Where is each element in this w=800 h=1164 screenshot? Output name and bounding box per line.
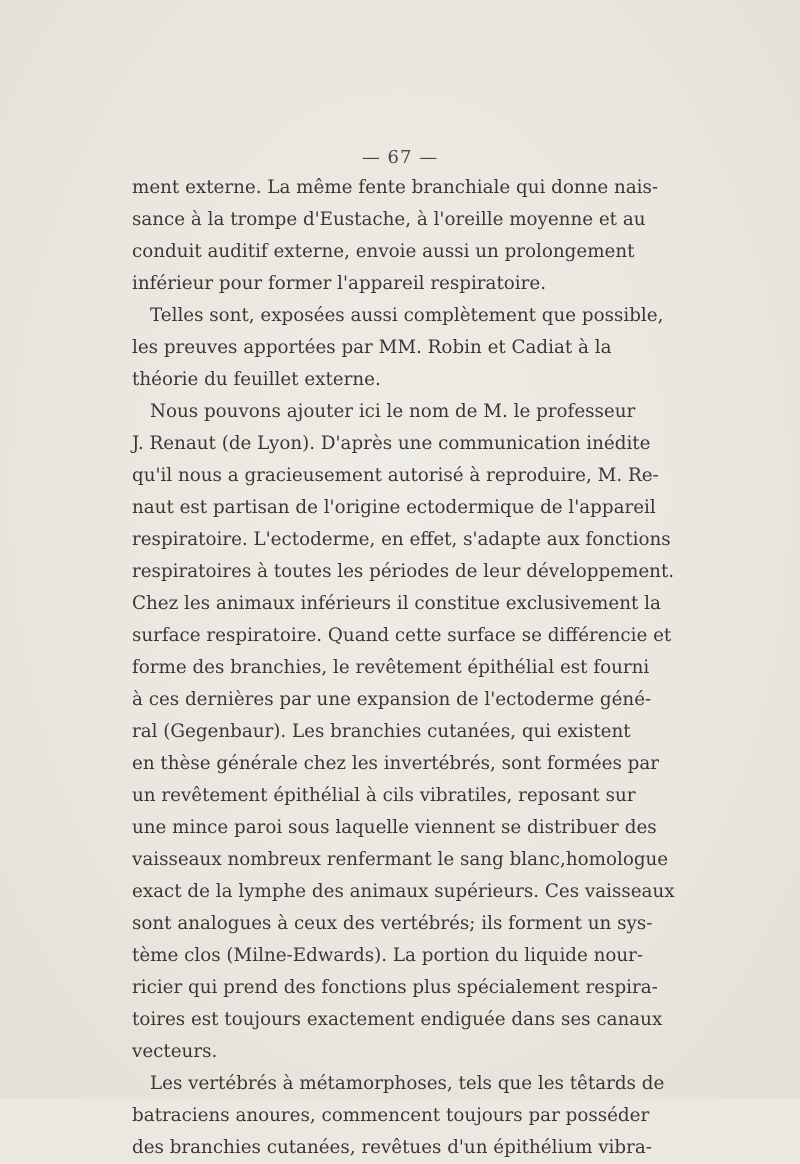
text-line: toires est toujours exactement endiguée dans ses canaux — [132, 1009, 663, 1030]
text-line: tème clos (Milne-Edwards). La portion du liquide nour- — [132, 945, 644, 966]
text-line: conduit auditif externe, envoie aussi un prolongement — [132, 241, 635, 262]
text-line: respiratoire. L'ectoderme, en effet, s'adapte aux fonctions — [132, 529, 671, 550]
text-line: en thèse générale chez les invertébrés, sont formées par — [132, 753, 659, 774]
text-line: les preuves apportées par MM. Robin et Cadiat à la — [132, 337, 612, 358]
text-line: vecteurs. — [132, 1041, 218, 1062]
text-line: batraciens anoures, commencent toujours par posséder — [132, 1105, 650, 1126]
text-line: respiratoires à toutes les périodes de leur développement. — [132, 561, 675, 582]
text-line: sont analogues à ceux des vertébrés; ils forment un sys- — [132, 913, 653, 934]
text-line: théorie du feuillet externe. — [132, 369, 381, 390]
page-number: — 67 — — [361, 147, 439, 168]
text-line: Les vertébrés à métamorphoses, tels que les têtards de — [150, 1073, 665, 1094]
text-line: ral (Gegenbaur). Les branchies cutanées, qui existent — [132, 721, 631, 742]
text-line: naut est partisan de l'origine ectodermique de l'appareil — [132, 497, 656, 518]
text-line: à ces dernières par une expansion de l'ectoderme géné- — [132, 689, 652, 710]
text-line: qu'il nous a gracieusement autorisé à reproduire, M. Re- — [132, 465, 659, 486]
text-line: ment externe. La même fente branchiale qui donne nais- — [132, 177, 659, 198]
text-line: sance à la trompe d'Eustache, à l'oreille moyenne et au — [132, 209, 646, 230]
text-line: inférieur pour former l'appareil respiratoire. — [132, 273, 547, 294]
body-text — [132, 172, 675, 1164]
text-line: Chez les animaux inférieurs il constitue exclusivement la — [132, 593, 661, 614]
text-line: Nous pouvons ajouter ici le nom de M. le professeur — [150, 401, 636, 422]
text-line: Telles sont, exposées aussi complètement que possible, — [150, 305, 664, 326]
text-line: un revêtement épithélial à cils vibratiles, reposant sur — [132, 785, 636, 806]
text-line: vaisseaux nombreux renfermant le sang blanc,homologue — [132, 849, 669, 870]
text-line: ricier qui prend des fonctions plus spécialement respira- — [132, 977, 658, 998]
text-line: exact de la lymphe des animaux supérieurs. Ces vaisseaux — [132, 881, 675, 902]
text-line: surface respiratoire. Quand cette surface se différencie et — [132, 625, 672, 646]
text-line: des branchies cutanées, revêtues d'un épithélium vibra- — [132, 1137, 652, 1158]
text-line: forme des branchies, le revêtement épithélial est fourni — [132, 657, 650, 678]
text-line: J. Renaut (de Lyon). D'après une communication inédite — [132, 433, 651, 454]
text-line: une mince paroi sous laquelle viennent se distribuer des — [132, 817, 657, 838]
